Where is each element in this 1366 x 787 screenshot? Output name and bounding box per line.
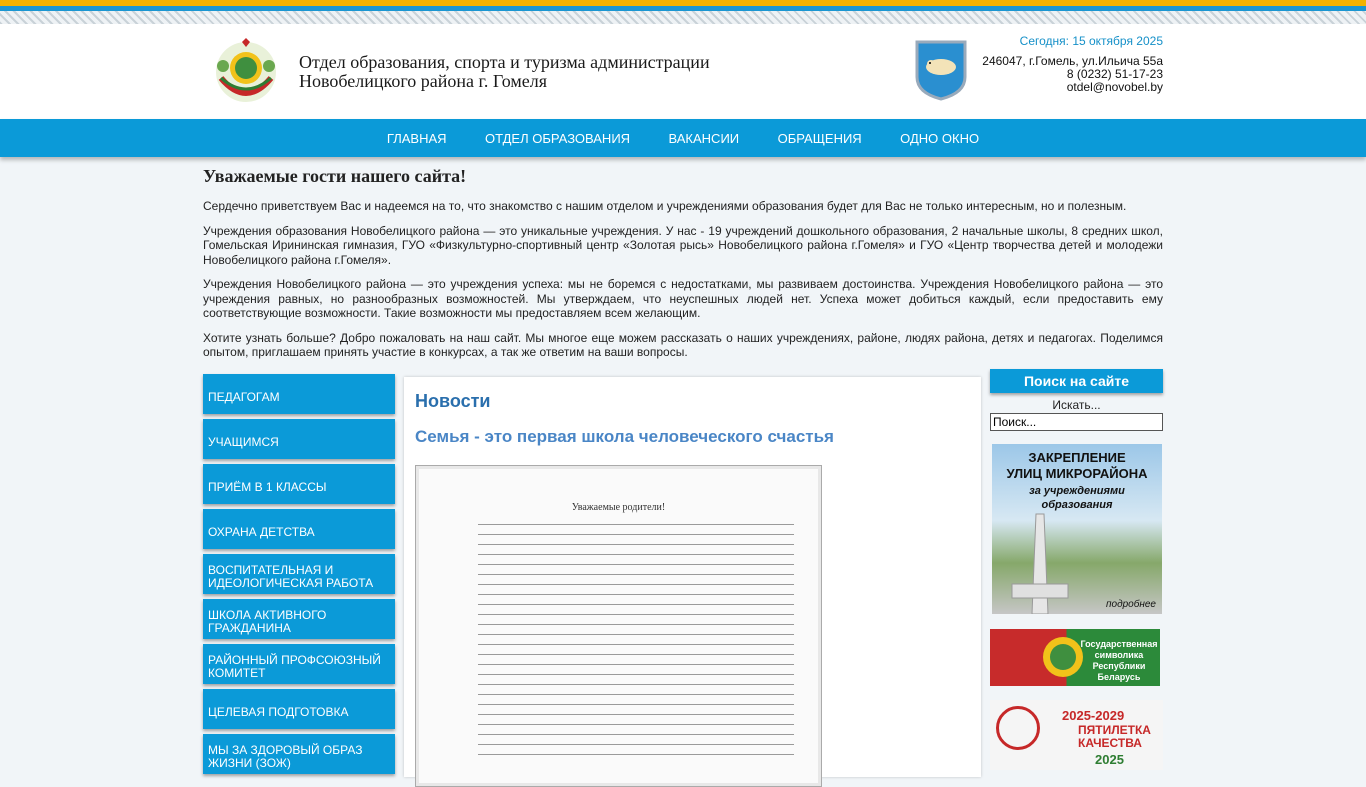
menu-first-grade-admission[interactable] <box>203 464 395 504</box>
menu-active-citizen-school[interactable] <box>203 599 395 639</box>
search-heading: Поиск на сайте <box>990 369 1163 393</box>
news-panel <box>404 377 981 777</box>
menu-label: ПРИЁМ В 1 КЛАССЫ <box>208 480 327 494</box>
site-title: Отдел образования, спорта и туризма администрации Новобелицкого района г. Гомеля <box>299 52 710 91</box>
menu-teachers[interactable] <box>203 374 395 414</box>
welcome-section <box>203 166 1163 370</box>
menu-trade-union[interactable] <box>203 644 395 684</box>
menu-label: ПЕДАГОГАМ <box>208 390 280 404</box>
welcome-heading: Уважаемые гости нашего сайта! <box>203 166 467 186</box>
menu-label: ЦЕЛЕВАЯ ПОДГОТОВКА <box>208 705 349 719</box>
banner-text: образования <box>1041 499 1113 511</box>
microdistrict-banner[interactable] <box>992 444 1162 614</box>
menu-educational-work[interactable] <box>203 554 395 594</box>
menu-students[interactable] <box>203 419 395 459</box>
welcome-paragraph: Учреждения Новобелицкого района — это учреждения успеха: мы не боремся с недостатками, мы развиваем достоинства. Учреждения Новобелицкого района — это учреждения равных, но разнообразных возможностей. Мы утверждаем, что неуспешных людей нет. Успеха может добиться каждый, если предоставить ему соответствующие возможности. Такие возможности мы предоставляем всем желающим. <box>203 277 1163 320</box>
menu-target-training[interactable] <box>203 689 395 729</box>
menu-label: ШКОЛА АКТИВНОГО ГРАЖДАНИНА <box>208 608 327 635</box>
top-ornament-band <box>0 0 1366 24</box>
contact-info <box>982 55 1163 94</box>
search-label: Искать... <box>1052 398 1101 412</box>
banner-text: 2025-2029 <box>1062 708 1125 723</box>
document-text-lines <box>478 524 794 764</box>
monument-icon <box>1010 504 1070 614</box>
menu-label: ВОСПИТАТЕЛЬНАЯ И ИДЕОЛОГИЧЕСКАЯ РАБОТА <box>208 563 374 590</box>
main-nav <box>0 119 1366 157</box>
email-link[interactable]: otdel@novobel.by <box>1066 80 1163 94</box>
quality-five-year-banner[interactable] <box>990 700 1163 770</box>
current-date: Сегодня: 15 октября 2025 <box>1019 34 1163 48</box>
article-document-image[interactable] <box>415 465 822 787</box>
news-heading[interactable]: Новости <box>415 391 491 411</box>
banner-text: КАЧЕСТВА <box>1078 736 1142 750</box>
menu-label: ОХРАНА ДЕТСТВА <box>208 525 315 539</box>
address: 246047, г.Гомель, ул.Ильича 55а <box>982 54 1163 68</box>
search-input[interactable] <box>990 413 1163 431</box>
nav-education-department[interactable]: ОТДЕЛ ОБРАЗОВАНИЯ <box>485 131 631 146</box>
nav-one-window[interactable]: ОДНО ОКНО <box>900 131 980 146</box>
belarus-emblem-icon[interactable] <box>213 38 279 104</box>
phone: 8 (0232) 51-17-23 <box>1066 67 1163 81</box>
nav-vacancies[interactable]: ВАКАНСИИ <box>668 131 740 146</box>
more-link: подробнее <box>1106 599 1156 610</box>
banner-text: за учреждениями <box>1029 485 1125 497</box>
welcome-paragraph: Сердечно приветствуем Вас и надеемся на то, что знакомство с нашим отделом и учреждениями образования будет для Вас не только интересным, но и полезным. <box>203 199 1127 213</box>
banner-text: ПЯТИЛЕТКА <box>1078 723 1151 737</box>
banner-text: Государственная символика Республики Беларусь <box>1080 639 1158 682</box>
menu-label: РАЙОННЫЙ ПРОФСОЮЗНЫЙ КОМИТЕТ <box>208 653 381 680</box>
banner-text: 2025 <box>1095 752 1124 767</box>
nav-home[interactable]: ГЛАВНАЯ <box>386 131 447 146</box>
gomel-coat-of-arms-icon <box>914 39 968 101</box>
banner-text: ЗАКРЕПЛЕНИЕ <box>1028 450 1126 465</box>
welcome-paragraph: Учреждения образования Новобелицкого района — это уникальные учреждения. У нас - 19 учреждений дошкольного образования, 2 начальные школы, 8 средних школ, Гомельская Ирининская гимназия, ГУО «Физкультурно-спортивный центр «Золотая рысь» Новобелицкого района г.Гомеля» и ГУО «Центр творчества детей и молодежи Новобелицкого района г.Гомеля». <box>203 223 1163 267</box>
menu-label: МЫ ЗА ЗДОРОВЫЙ ОБРАЗ ЖИЗНИ (ЗОЖ) <box>208 743 363 770</box>
menu-child-protection[interactable] <box>203 509 395 549</box>
left-menu <box>203 374 395 779</box>
menu-label: УЧАЩИМСЯ <box>208 435 279 449</box>
quality-mark-icon <box>996 706 1040 750</box>
welcome-paragraph: Хотите узнать больше? Добро пожаловать на наш сайт. Мы многое еще можем рассказать о наших учреждениях, районе, людях района, детях и педагогах. Поделимся опытом, приглашаем принять участие в конкурсах, а так же ответим на ваши вопросы. <box>203 330 1163 359</box>
banner-text: УЛИЦ МИКРОРАЙОНА <box>1006 466 1148 481</box>
site-header <box>0 24 1366 119</box>
nav-appeals[interactable]: ОБРАЩЕНИЯ <box>777 131 862 146</box>
right-sidebar <box>990 369 1163 767</box>
menu-healthy-lifestyle[interactable] <box>203 734 395 774</box>
state-symbols-banner[interactable] <box>990 629 1160 686</box>
document-title: Уважаемые родители! <box>571 502 666 513</box>
article-title[interactable]: Семья - это первая школа человеческого счастья <box>415 427 834 446</box>
